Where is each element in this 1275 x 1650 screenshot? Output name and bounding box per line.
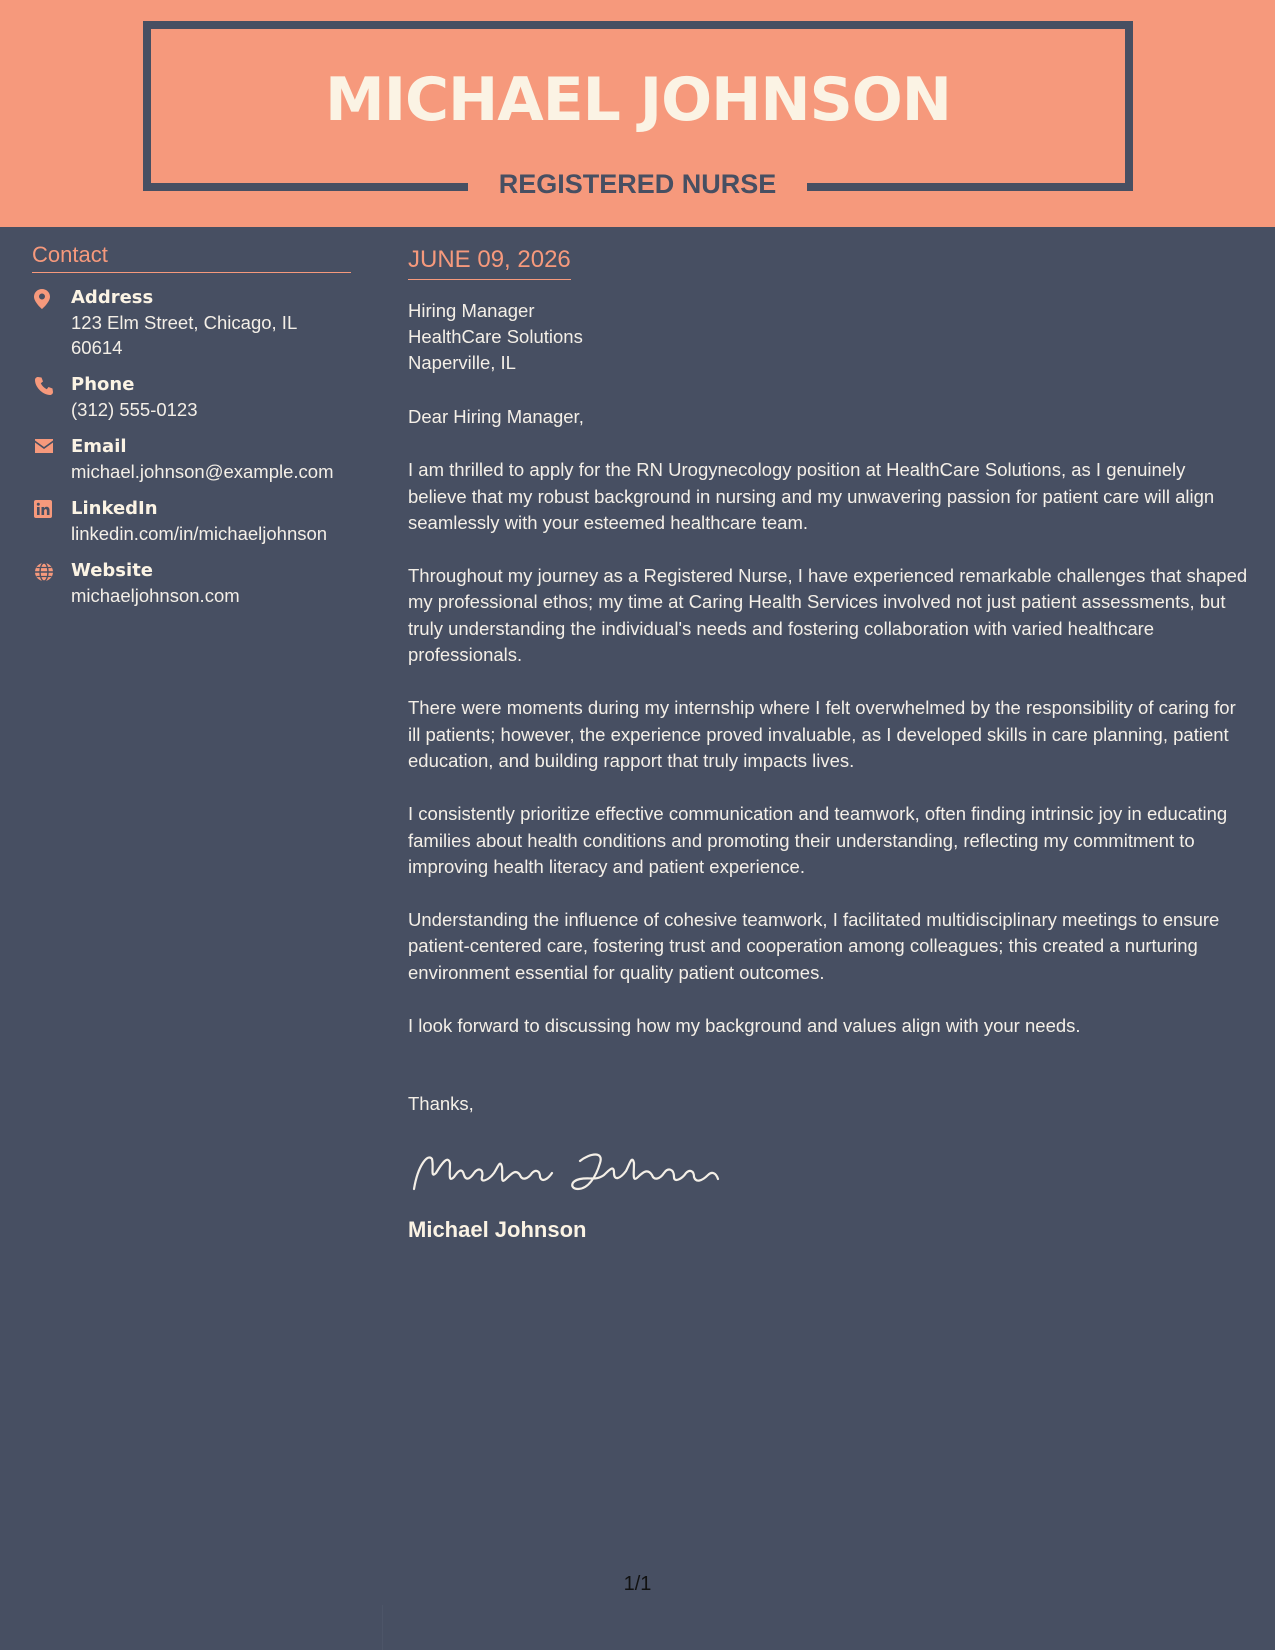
- handwritten-signature: [408, 1145, 728, 1199]
- contact-item-linkedin: [32, 496, 351, 546]
- signer-name: Michael Johnson: [408, 1217, 587, 1243]
- email-value[interactable]: michael.johnson@example.com: [71, 461, 334, 482]
- letter-paragraph: I look forward to discussing how my background and values align with your needs.: [408, 1015, 1081, 1037]
- page-number: 1/1: [623, 1573, 652, 1595]
- contact-item-phone: [32, 372, 351, 422]
- phone-value: (312) 555-0123: [71, 399, 198, 420]
- frame-bottom-right: [807, 183, 1133, 191]
- linkedin-icon: [34, 500, 54, 520]
- address-value: 123 Elm Street, Chicago, IL 60614: [71, 312, 297, 358]
- contact-label: LinkedIn: [71, 498, 158, 519]
- header-band: [0, 0, 1275, 227]
- salutation: Dear Hiring Manager,: [408, 406, 584, 427]
- contact-label: Website: [71, 560, 154, 581]
- map-pin-icon: [34, 289, 54, 309]
- letter-body: [408, 243, 1248, 1245]
- letter-paragraph: Understanding the influence of cohesive teamwork, I facilitated multidisciplinary meetings to ensure patient-centered care, fostering trust and cooperation among colleagues; this created a nurturing environment essential for quality patient outcomes.: [408, 909, 1220, 983]
- contact-sidebar: [32, 240, 351, 608]
- closing: Thanks,: [408, 1093, 474, 1115]
- contact-label: Address: [71, 287, 154, 308]
- contact-label: Phone: [71, 374, 135, 395]
- frame-bottom-left: [143, 183, 468, 191]
- recipient-company: HealthCare Solutions: [408, 326, 583, 347]
- letter-date: JUNE 09, 2026: [408, 243, 571, 280]
- recipient-location: Naperville, IL: [408, 352, 516, 373]
- website-value[interactable]: michaeljohnson.com: [71, 585, 240, 606]
- recipient-title: Hiring Manager: [408, 300, 535, 321]
- contact-item-website: [32, 558, 351, 608]
- divider: [382, 1605, 383, 1650]
- letter-paragraph: I consistently prioritize effective communication and teamwork, often finding intrinsic joy in educating families about health conditions and promoting their understanding, reflecting my commitment to improving health literacy and patient experience.: [408, 803, 1228, 877]
- recipient-block: [408, 298, 1248, 376]
- linkedin-value[interactable]: linkedin.com/in/michaeljohnson: [71, 523, 328, 544]
- envelope-icon: [34, 438, 54, 458]
- candidate-name: MICHAEL JOHNSON: [324, 65, 951, 135]
- letter-paragraph: There were moments during my internship where I felt overwhelmed by the responsibility of caring for ill patients; however, the experience proved invaluable, as I developed skills in care planning, patient education, and building rapport that truly impacts lives.: [408, 697, 1236, 771]
- contact-heading: Contact: [32, 240, 351, 273]
- phone-icon: [34, 376, 54, 396]
- candidate-role: REGISTERED NURSE: [498, 169, 777, 199]
- letter-paragraph: I am thrilled to apply for the RN Urogynecology position at HealthCare Solutions, as I genuinely believe that my robust background in nursing and my unwavering passion for patient care will align seamlessly with your esteemed healthcare team.: [408, 459, 1215, 533]
- contact-item-address: [32, 285, 351, 360]
- contact-label: Email: [71, 436, 127, 457]
- letter-paragraph: Throughout my journey as a Registered Nurse, I have experienced remarkable challenges that shaped my professional ethos; my time at Caring Health Services involved not just patient assessments, but truly understanding the individual's needs and fostering collaboration with varied healthcare professionals.: [408, 565, 1248, 666]
- contact-item-email: [32, 434, 351, 484]
- globe-icon: [34, 562, 54, 582]
